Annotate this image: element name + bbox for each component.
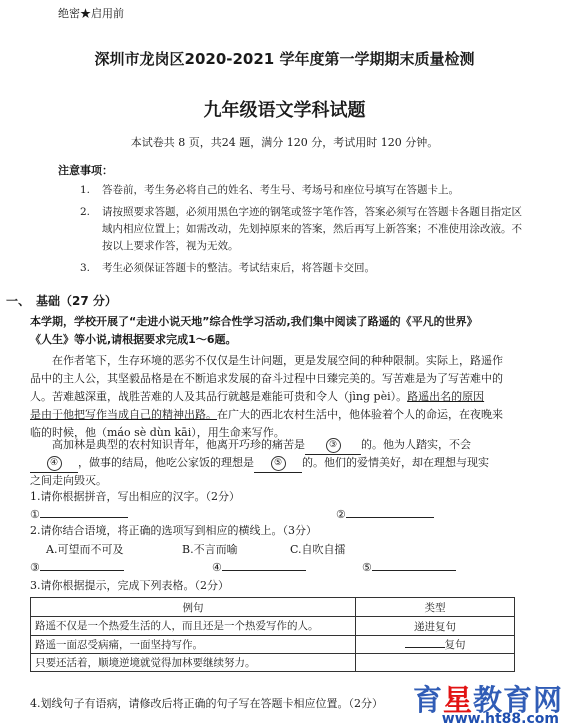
- answer-blank-4[interactable]: [222, 570, 306, 571]
- note-number: 1.: [80, 184, 91, 196]
- table-row: [31, 636, 515, 654]
- passage-line: 之间走向毁灭。: [30, 474, 107, 487]
- section-intro-line-2: 《人生》等小说,请根据要求完成1～6题。: [30, 333, 237, 346]
- note-item-2: [80, 204, 525, 255]
- watermark-logo: 育星教育网: [412, 683, 563, 717]
- answer-blank-type[interactable]: [405, 647, 445, 648]
- blank-4: ④: [30, 454, 78, 473]
- passage-line: 人。苦难越深重，战胜苦难的人及其品行就越是难能可贵和令人（jìng pèi）。路遥出名的原因: [30, 390, 485, 403]
- exam-title: 深圳市龙岗区2020-2021 学年度第一学期期末质量检测: [94, 50, 475, 68]
- question-1: 1.请你根据拼音，写出相应的汉字。（2分）: [30, 490, 240, 503]
- passage-line: 品中的主人公，其坚毅品格是在不断追求发展的奋斗过程中日臻完美的。写苦难是为了写苦难中的: [30, 372, 503, 385]
- option-c: C.自吹自擂: [290, 543, 346, 556]
- table-row: [31, 654, 515, 672]
- question-3: 3.请你根据提示，完成下列表格。（2分）: [30, 579, 229, 592]
- option-a: A.可望而不可及: [46, 543, 124, 556]
- question-4: 4.划线句子有语病，请修改后将正确的句子写在答题卡相应位置。（2分）: [30, 697, 383, 710]
- q2-answer-line: ③: [30, 559, 124, 577]
- q1-answer-line: ②: [336, 506, 434, 524]
- answer-blank-5[interactable]: [372, 570, 456, 571]
- passage-line: 高加林是典型的农村知识青年，他离开巧珍的痛苦是 ③ 的。他为人踏实，不会: [30, 436, 471, 455]
- option-b: B.不言而喻: [182, 543, 238, 556]
- q2-answer-line: ④: [212, 559, 306, 577]
- note-text: 请按照要求答题，必须用黑色字迹的钢笔或签字笔作答，答案必须写在答题卡各题目指定区域内相应位置上；如需改动，先划掉原来的答案，然后再写上新答案；不准使用涂改液。不按以上要求作答，视为无效。: [102, 206, 522, 252]
- answer-blank-2[interactable]: [346, 517, 434, 518]
- answer-blank-3[interactable]: [40, 570, 124, 571]
- table-cell-type: 复句: [356, 636, 515, 654]
- notes-heading: 注意事项：: [58, 164, 113, 177]
- section-heading: 一、 基础（27 分）: [6, 294, 117, 308]
- q2-answer-line: ⑤: [362, 559, 456, 577]
- table-cell-example: 路遥一面忍受病痛，一面坚持写作。: [31, 636, 356, 654]
- passage-line: 在作者笔下，生存环境的恶劣不仅仅是生计问题，更是发展空间的种种限制。实际上，路遥作: [52, 354, 503, 367]
- question-2: 2.请你结合语境，将正确的选项写到相应的横线上。（3分）: [30, 524, 317, 537]
- table-cell-type: [356, 654, 515, 672]
- underlined-sentence: 是由于他把写作当成自己的精神出路。: [30, 408, 217, 421]
- table-header-example: 例句: [31, 598, 356, 617]
- exam-info: 本试卷共 8 页，共24 题，满分 120 分，考试用时 120 分钟。: [130, 136, 439, 149]
- underlined-sentence: 路遥出名的原因: [407, 390, 485, 403]
- subject-title: 九年级语文学科试题: [203, 100, 366, 121]
- example-table: [30, 597, 515, 672]
- note-item-1: [80, 182, 525, 199]
- blank-5: ⑤: [254, 454, 302, 473]
- passage-line: 临的时候，他（máo sè dùn kāi），用生命来写作。: [30, 426, 285, 439]
- note-number: 3.: [80, 262, 91, 274]
- table-header-type: 类型: [356, 598, 515, 617]
- table-cell-example: 只要还活着，顺境逆境就觉得加林要继续努力。: [31, 654, 356, 672]
- note-text: 答卷前，考生务必将自己的姓名、考生号、考场号和座位号填写在答题卡上。: [102, 184, 459, 196]
- note-item-3: [80, 260, 525, 277]
- note-text: 考生必须保证答题卡的整洁。考试结束后，将答题卡交回。: [102, 262, 375, 274]
- table-cell-type: 递进复句: [356, 617, 515, 636]
- confidential-label: 绝密★启用前: [58, 7, 124, 20]
- note-number: 2.: [80, 206, 91, 218]
- section-intro-line-1: 本学期，学校开展了“走进小说天地”综合性学习活动,我们集中阅读了路遥的《平凡的世界》: [30, 315, 478, 328]
- q1-answer-line: ①: [30, 506, 128, 524]
- passage-line: 是由于他把写作当成自己的精神出路。在广大的西北农村生活中，他体验着个人的命运，在夜晚来: [30, 408, 503, 421]
- watermark-url: www.ht88.com: [441, 711, 559, 727]
- answer-blank-1[interactable]: [40, 517, 128, 518]
- table-cell-example: 路遥不仅是一个热爱生活的人，而且还是一个热爱写作的人。: [31, 617, 356, 636]
- blank-3: ③: [305, 436, 361, 455]
- table-row: [31, 617, 515, 636]
- table-header-row: [31, 598, 515, 617]
- passage-line: ④ ，做事的结局，他吃公家饭的理想是 ⑤ 的。他们的爱情美好，却在理想与现实: [30, 454, 489, 473]
